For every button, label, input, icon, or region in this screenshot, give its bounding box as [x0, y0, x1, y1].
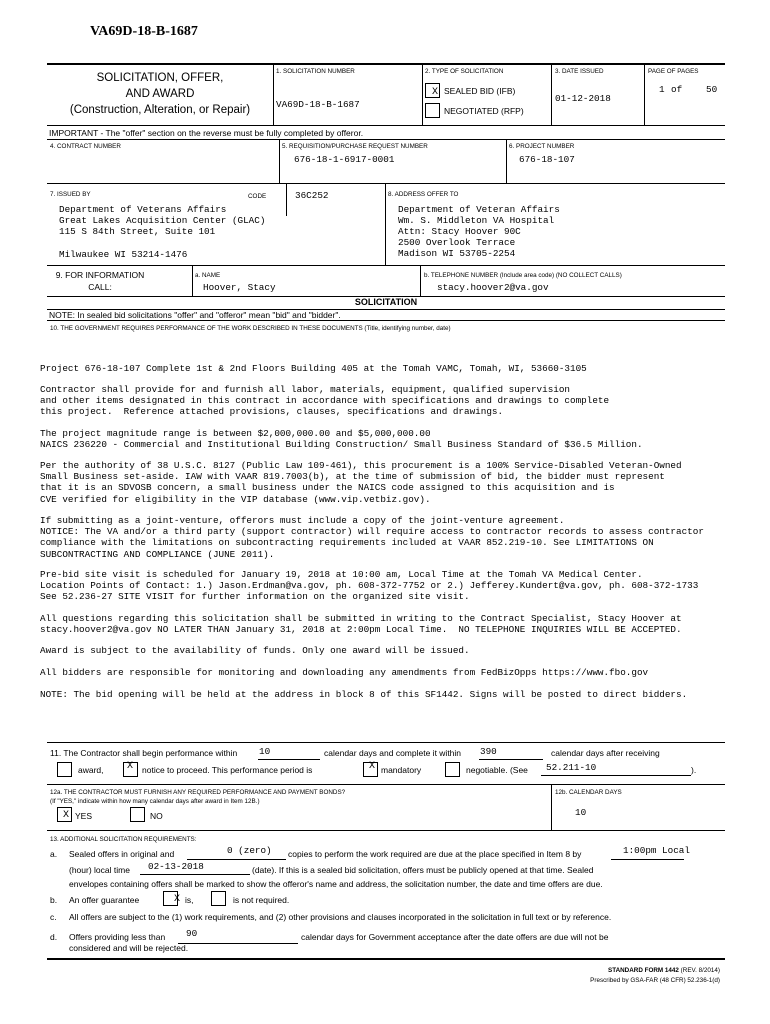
contract-number-label: 4. CONTRACT NUMBER [50, 143, 121, 150]
set-aside-paragraph: Per the authority of 38 U.S.C. 8127 (Public Law 109-461), this procurement is a 100% Service-Disabled Veteran-Owned Small Business set-aside. IAW with VAAR 819.7003(b), at the time of submission of bid, the bidder must represent that it is an SDVOSB concern, a small business under the NAICS code assigned to this acquisition and is CVE verified for eligibility in the VIP database (www.vip.vetbiz.gov). [40, 460, 682, 505]
negotiable-checkbox[interactable] [445, 762, 460, 777]
item13-label: 13. ADDITIONAL SOLICITATION REQUIREMENTS: [50, 836, 197, 843]
issued-by-label: 7. ISSUED BY [50, 191, 91, 198]
requisition-number: 676-18-1-6917-0001 [294, 154, 395, 165]
address-line: 2500 Overlook Terrace [398, 237, 516, 248]
divider [273, 63, 274, 125]
solicitation-number-label: 1. SOLICITATION NUMBER [276, 68, 355, 75]
address-line: Milwaukee WI 53214-1476 [59, 248, 188, 260]
due-time-value: 1:00pm Local [623, 845, 690, 856]
divider [47, 139, 725, 140]
project-number: 676-18-107 [519, 154, 575, 165]
bonds-no-checkbox[interactable] [130, 807, 145, 822]
address-line: Madison WI 53705-2254 [398, 248, 516, 259]
item13b-letter: b. [50, 895, 58, 905]
item11-text: calendar days after receiving [551, 748, 660, 758]
type-of-solicitation-label: 2. TYPE OF SOLICITATION [425, 68, 504, 75]
joint-venture-paragraph: If submitting as a joint-venture, offerors must include a copy of the joint-venture agreement. NOTICE: The VA and/or a third party (support contractor) will require access to contractor records to assess contractor compliance with the limitations on subcontracting requirements included at VAAR 852.219-10. See LIMITATIONS ON SUBCONTRACTING AND COMPLIANCE (JUNE 2011). [40, 515, 704, 560]
form-title-line: AND AWARD [125, 88, 195, 100]
form-title-line: (Construction, Alteration, or Repair) [69, 104, 251, 116]
amendments-paragraph: All bidders are responsible for monitoring and downloading any amendments from FedBizOpps https://www.fbo.gov [40, 667, 649, 678]
divider [47, 958, 725, 960]
address-line: 115 S 84th Street, Suite 101 [59, 226, 216, 238]
sealed-bid-label: SEALED BID (IFB) [444, 86, 516, 96]
important-note: IMPORTANT - The "offer" section on the reverse must be fully completed by offeror. [49, 128, 364, 138]
item13a-letter: a. [50, 849, 58, 859]
address-offer-to [398, 204, 560, 259]
form-footer [560, 967, 720, 974]
document-id: VA69D-18-B-1687 [90, 24, 198, 39]
date-issued-label: 3. DATE ISSUED [555, 68, 604, 75]
divider [506, 139, 507, 183]
address-line: Attn: Stacy Hoover 90C [398, 226, 521, 237]
item12a-sublabel: (If "YES," indicate within how many calendar days after award in Item 12B.) [50, 798, 260, 805]
address-line [59, 238, 265, 249]
form-name: STANDARD FORM 1442 [608, 967, 679, 974]
form-title-line: SOLICITATION, OFFER, [96, 72, 224, 84]
acceptance-days-value: 90 [186, 928, 198, 939]
project-number-label: 6. PROJECT NUMBER [509, 143, 575, 150]
issued-by-address [59, 204, 265, 260]
date-issued: 01-12-2018 [555, 93, 611, 104]
issuing-office-code: 36C252 [295, 190, 329, 201]
item13a-text: copies to perform the work required are due at the place specified in Item 8 by [288, 849, 582, 859]
address-line: Department of Veteran Affairs [398, 204, 560, 215]
item13d-text: considered and will be rejected. [69, 943, 189, 953]
divider [47, 830, 725, 831]
item10-label: 10. THE GOVERNMENT REQUIRES PERFORMANCE OF THE WORK DESCRIBED IN THESE DOCUMENTS (Title, identifying number, date) [50, 325, 451, 332]
is-not-label: is not required. [233, 895, 290, 905]
code-label: CODE [248, 193, 267, 200]
questions-paragraph: All questions regarding this solicitation shall be submitted in writing to the Contract Specialist, Stacy Hoover at stacy.hoover2@va.gov NO LATER THAN January 31, 2018 at 2:00pm Local Time. NO TELEPHONE INQUIRIES WILL BE ACCEPTED. [40, 613, 682, 636]
yes-label: YES [75, 811, 93, 821]
frame-top [47, 63, 725, 65]
divider [551, 784, 552, 830]
divider [192, 265, 193, 296]
address-offer-label: 8. ADDRESS OFFER TO [388, 191, 459, 198]
divider [47, 125, 725, 126]
mandatory-label: mandatory [381, 765, 422, 775]
telephone-label: b. TELEPHONE NUMBER (Include area code) (NO COLLECT CALLS) [424, 272, 622, 279]
item13d-text: calendar days for Government acceptance after the date offers are due will not be [301, 932, 609, 942]
contact-phone: stacy.hoover2@va.gov [437, 282, 549, 293]
item13b-text: An offer guarantee [69, 895, 140, 905]
address-line: Great Lakes Acquisition Center (GLAC) [59, 215, 266, 227]
due-date-value: 02-13-2018 [148, 861, 204, 872]
site-visit-paragraph: Pre-bid site visit is scheduled for January 19, 2018 at 10:00 am, Local Time at the Tomah VA Medical Center. Location Points of Contact: 1.) Jason.Erdman@va.gov, ph. 608-372-7752 or 2.) Jefferey.Kundert@va.gov, ph. 608-372-1733 See 52.236-27 SITE VISIT for further information on the organized site visit. [40, 569, 699, 603]
form-title [60, 70, 260, 118]
name-label: a. NAME [195, 272, 221, 279]
check-mark-icon: X [63, 810, 70, 821]
divider [279, 139, 280, 183]
item11-text: 11. The Contractor shall begin performance within [50, 748, 238, 758]
check-mark-icon: X [174, 894, 181, 905]
contact-name: Hoover, Stacy [203, 282, 276, 293]
divider [286, 183, 287, 216]
divider [47, 265, 725, 266]
divider [644, 63, 645, 125]
guarantee-is-not-checkbox[interactable] [211, 891, 226, 906]
project-paragraph: Project 676-18-107 Complete 1st & 2nd Floors Building 405 at the Tomah VAMC, Tomah, WI, 53660-3105 [40, 363, 587, 374]
divider [47, 183, 725, 184]
award-label: award, [78, 765, 104, 775]
page-of-pages-label: PAGE OF PAGES [648, 68, 699, 75]
item13c-text: All offers are subject to the (1) work requirements, and (2) other provisions and clauses incorporated in the solicitation in full text or by reference. [69, 912, 612, 922]
begin-days-value: 10 [259, 746, 271, 757]
award-checkbox[interactable] [57, 762, 72, 777]
negotiable-label: negotiable. (See [466, 765, 528, 775]
for-information-label [50, 270, 150, 292]
is-label: is, [185, 895, 194, 905]
divider [47, 742, 725, 743]
scope-paragraph: Contractor shall provide for and furnish all labor, materials, equipment, qualified supervision and other items designated in this contract in accordance with specifications and drawings to complete this project. Reference attached provisions, clauses, specifications and drawings. [40, 384, 610, 418]
check-mark-icon: X [127, 761, 134, 772]
item13a-text: Sealed offers in original and [69, 849, 175, 859]
label-line: 9. FOR INFORMATION [55, 270, 145, 280]
divider [47, 320, 725, 321]
page-number: 1 [659, 84, 665, 95]
divider [422, 63, 423, 125]
item13c-letter: c. [50, 912, 57, 922]
award-paragraph: Award is subject to the availability of funds. Only one award will be issued. [40, 645, 470, 656]
negotiated-checkbox[interactable] [425, 103, 440, 118]
form-revision: (REV. 8/2014) [680, 967, 720, 974]
item13a-text: (date). If this is a sealed bid solicitation, offers must be publicly opened at that time. Sealed [252, 865, 594, 875]
negotiated-label: NEGOTIATED (RFP) [444, 106, 524, 116]
item11-text: calendar days and complete it within [324, 748, 462, 758]
item13a-text: (hour) local time [69, 865, 130, 875]
magnitude-paragraph: The project magnitude range is between $2,000,000.00 and $5,000,000.00 NAICS 236220 - Commercial and Institutional Building Construction/ Small Business Standard of $36.5 Million. [40, 428, 643, 451]
item13d-letter: d. [50, 932, 58, 942]
see-clause-value: 52.211-10 [546, 762, 597, 773]
solicitation-heading: SOLICITATION [354, 297, 418, 307]
calendar-days-value: 10 [575, 807, 587, 818]
address-line: Department of Veterans Affairs [59, 204, 227, 215]
item13a-text: envelopes containing offers shall be marked to show the offeror's name and address, the solicitation number, the date and time offers are due. [69, 879, 603, 889]
bid-opening-paragraph: NOTE: The bid opening will be held at the address in block 8 of this SF1442. Signs will be posted to direct bidders. [40, 689, 688, 700]
complete-days-value: 390 [480, 746, 497, 757]
item12b-label: 12b. CALENDAR DAYS [555, 789, 622, 796]
address-line: Wm. S. Middleton VA Hospital [398, 215, 555, 226]
divider [551, 63, 552, 125]
sealed-bid-note: NOTE: In sealed bid solicitations "offer" and "offeror" mean "bid" and "bidder". [49, 310, 341, 320]
no-label: NO [150, 811, 163, 821]
check-mark-icon: X [369, 761, 376, 772]
notice-to-proceed-label: notice to proceed. This performance period is [142, 765, 313, 775]
divider [47, 784, 725, 785]
solicitation-number: VA69D-18-B-1687 [276, 99, 360, 110]
item12a-label: 12a. THE CONTRACTOR MUST FURNISH ANY REQUIRED PERFORMANCE AND PAYMENT BONDS? [50, 789, 346, 796]
divider [420, 265, 421, 296]
prescribed-by: Prescribed by GSA-FAR (48 CFR) 52.236-1(d) [590, 977, 720, 984]
divider [385, 183, 386, 265]
check-mark-icon: X [432, 87, 439, 98]
total-pages: 50 [706, 84, 718, 95]
of-label: of [671, 84, 683, 95]
requisition-label: 5. REQUISITION/PURCHASE REQUEST NUMBER [282, 143, 428, 150]
label-line: CALL: [88, 282, 112, 292]
item13d-text: Offers providing less than [69, 932, 166, 942]
item11-close: ). [691, 765, 697, 775]
copies-value: 0 (zero) [227, 845, 272, 856]
